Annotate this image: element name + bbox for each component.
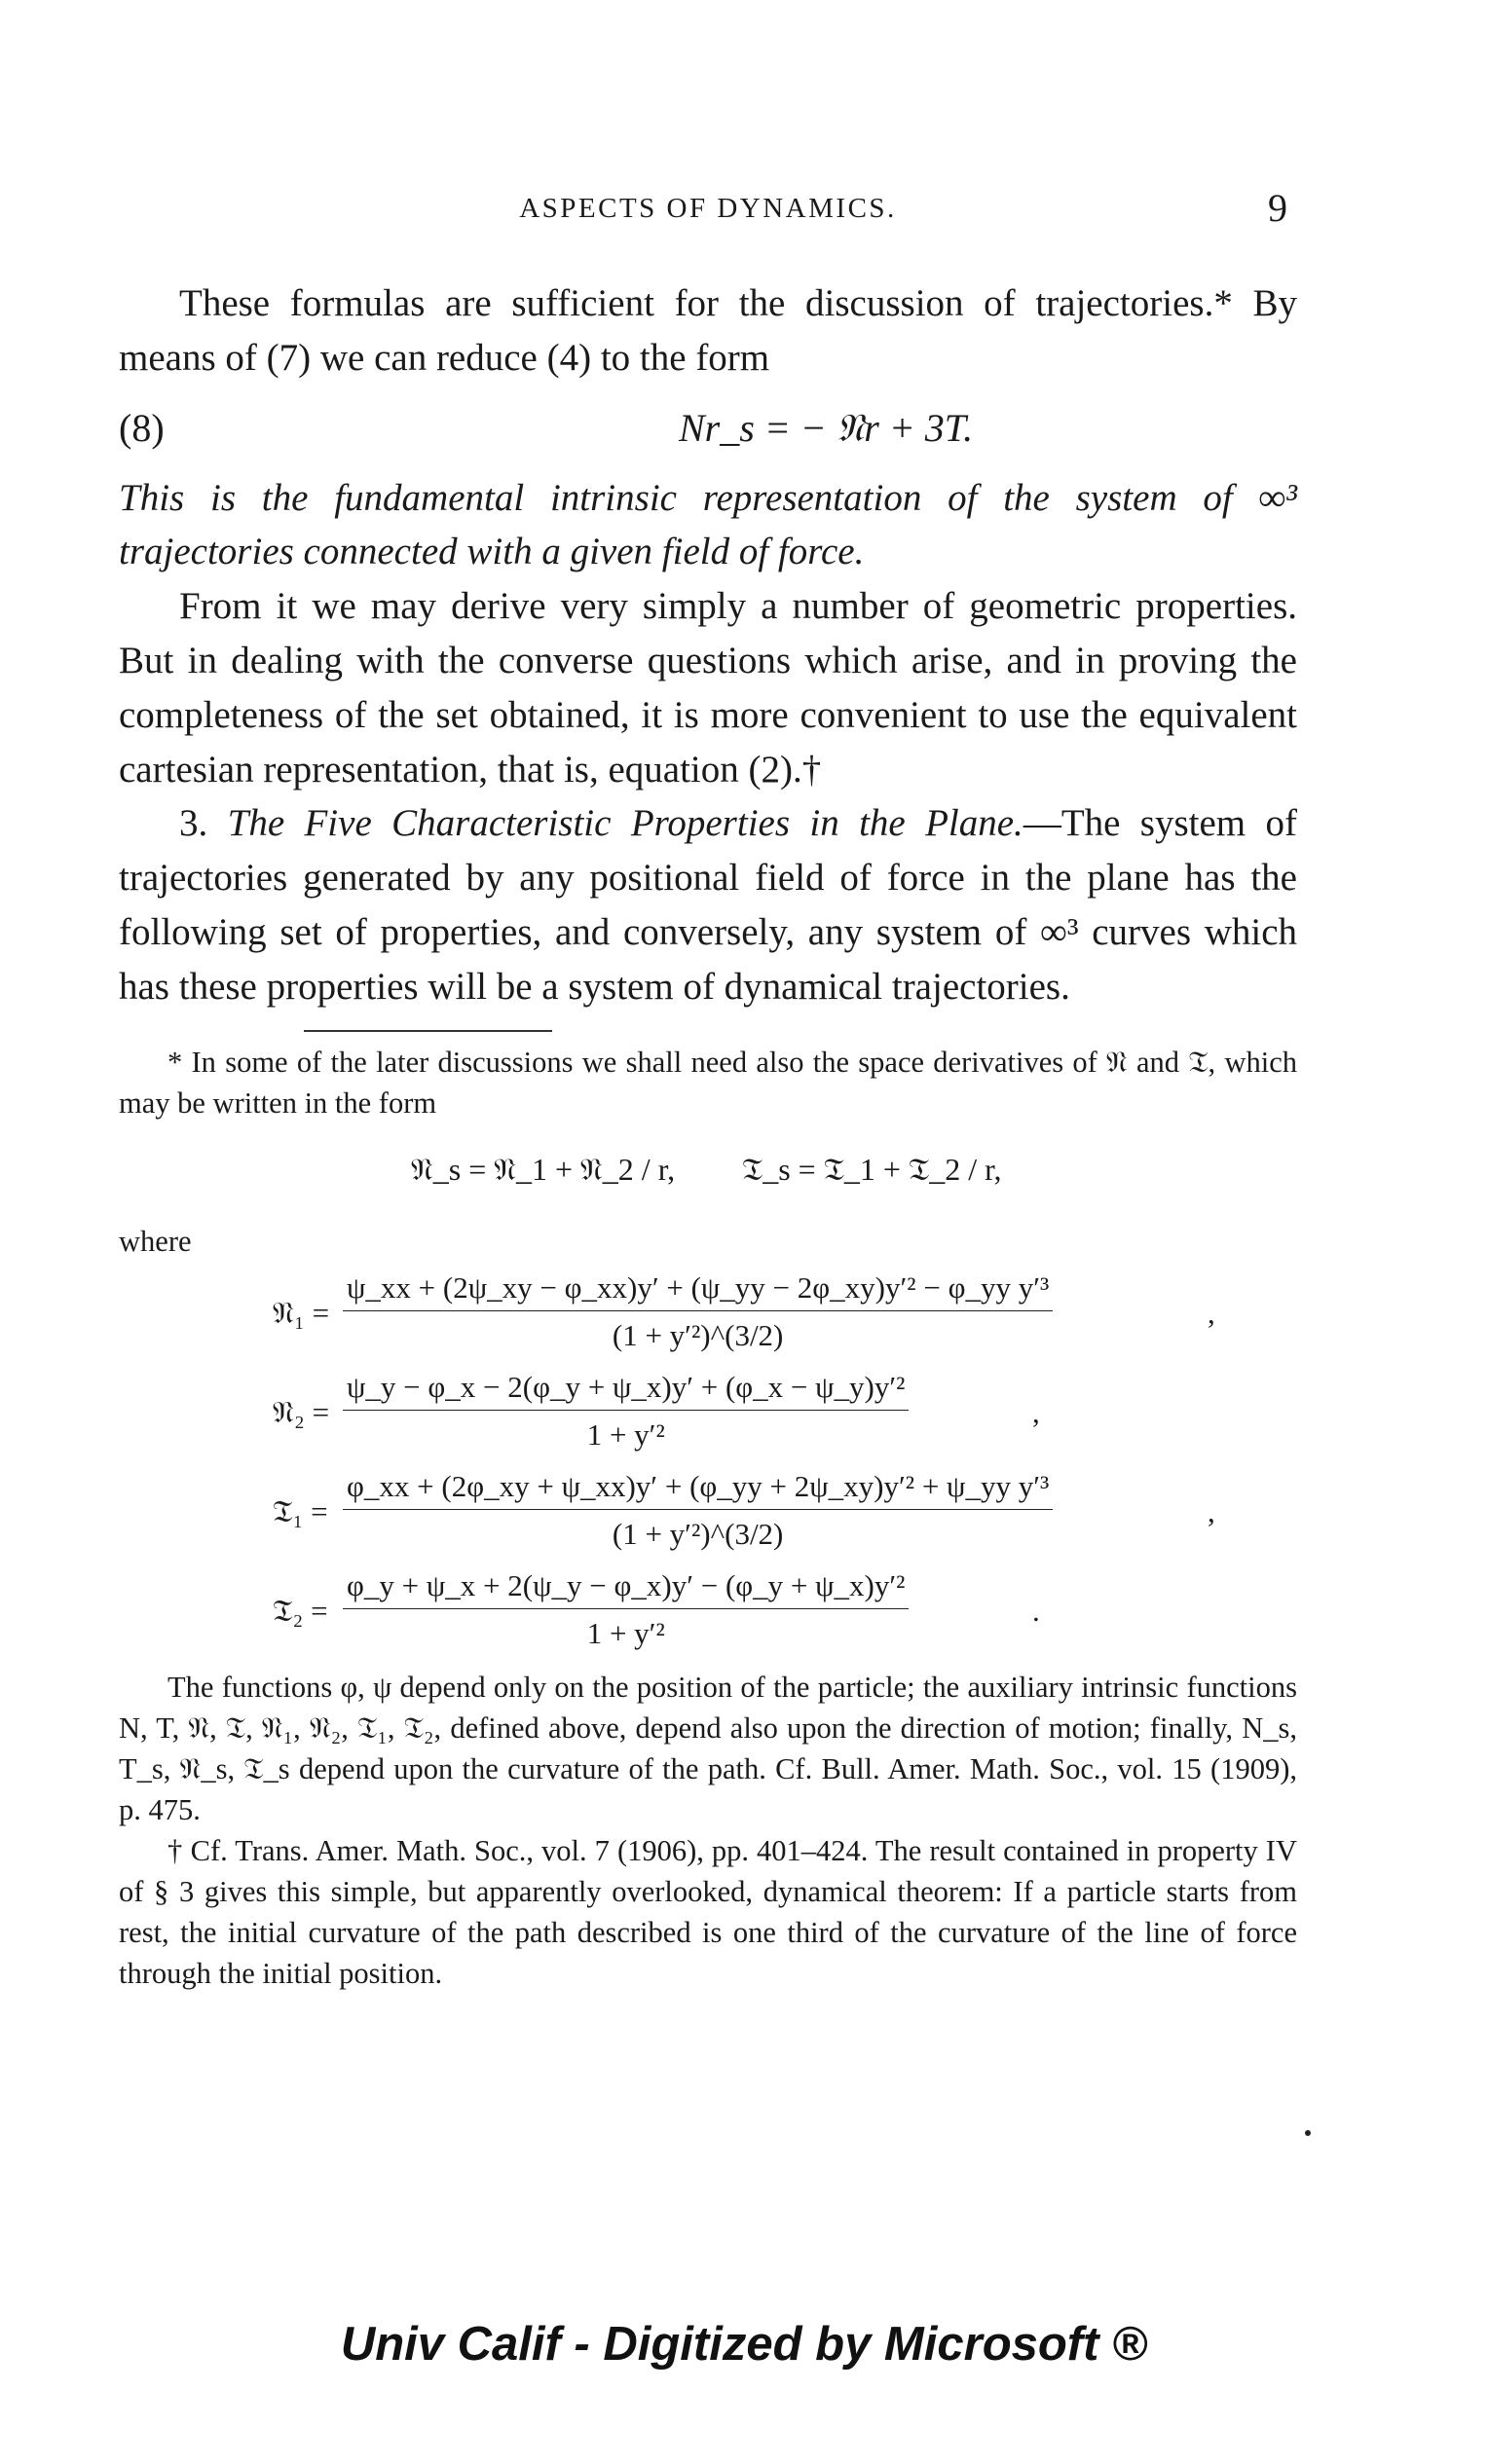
- definition-fraction: [343, 1466, 1053, 1555]
- definition-fraction: [343, 1565, 909, 1654]
- definition-lhs: 𝔑₂ =: [273, 1394, 330, 1429]
- definition-punctuation: ,: [1208, 1493, 1215, 1528]
- definition-punctuation: ,: [1032, 1394, 1040, 1429]
- footnote-1-continuation: The functions φ, ψ depend only on the position of the particle; the auxiliary intrinsic functions N, T, 𝔑, 𝔗, 𝔑₁, 𝔑₂, 𝔗₁, 𝔗₂, defined above, depend also upon the direction of motion; finally, N_s, T_s, 𝔑_s, 𝔗_s depend upon the curvature of the path. Cf. Bull. Amer. Math. Soc., vol. 15 (1909), p. 475.: [119, 1670, 1297, 1826]
- definition-fraction: [343, 1268, 1053, 1356]
- paragraph-2: From it we may derive very simply a number of geometric properties. But in dealing with the converse questions which arise, and in proving the completeness of the set obtained, it is more convenient to use the equivalent cartesian representation, that is, equation (2).†: [119, 585, 1297, 791]
- section-number: 3.: [179, 802, 208, 845]
- fraction-denominator: 1 + y′²: [586, 1615, 665, 1650]
- footnote-rule: [304, 1030, 552, 1032]
- section-3-paragraph: [119, 796, 1297, 1013]
- fraction-numerator: φ_xx + (2φ_xy + ψ_xx)y′ + (φ_yy + 2ψ_xy)y′² + ψ_yy y′³: [343, 1466, 1053, 1510]
- formula-N-s: 𝔑_s = 𝔑_1 + 𝔑_2 / r,: [411, 1151, 676, 1187]
- page-number: 9: [1268, 186, 1287, 230]
- footnote-1-intro: * In some of the later discussions we shall need also the space derivatives of 𝔑 and 𝔗, which may be written in the form: [119, 1045, 1297, 1120]
- fraction-denominator: 1 + y′²: [586, 1416, 665, 1452]
- definition-lhs: 𝔗₂ =: [273, 1593, 328, 1628]
- section-title: The Five Characteristic Properties in the Plane.: [227, 802, 1023, 845]
- equation-8: [119, 395, 1297, 458]
- formula-T-s: 𝔗_s = 𝔗_1 + 𝔗_2 / r,: [742, 1151, 1002, 1187]
- running-head: [119, 185, 1297, 239]
- where-label: where: [119, 1224, 192, 1258]
- definition-fraction: [343, 1367, 909, 1455]
- equation-body: Nr_s = − 𝔑r + 3T.: [679, 405, 974, 450]
- paragraph-1: These formulas are sufficient for the discussion of trajectories.* By means of (7) we can reduce (4) to the form: [119, 282, 1297, 379]
- fraction-numerator: ψ_xx + (2ψ_xy − φ_xx)y′ + (ψ_yy − 2φ_xy)y′² − φ_yy y′³: [343, 1268, 1053, 1311]
- section-3-text: —The system of trajectories generated by any positional field of force in the plane has the following set of properties, and conversely, any system of ∞³ curves which has these properties will be a system of dynamical trajectories.: [119, 802, 1297, 1008]
- definition-punctuation: .: [1032, 1593, 1040, 1628]
- fraction-numerator: ψ_y − φ_x − 2(φ_y + ψ_x)y′ + (φ_x − ψ_y)y′²: [343, 1367, 909, 1411]
- fraction-numerator: φ_y + ψ_x + 2(ψ_y − φ_x)y′ − (φ_y + ψ_x)y′²: [343, 1565, 909, 1609]
- running-title: ASPECTS OF DYNAMICS.: [519, 193, 897, 224]
- body-text: [119, 276, 1297, 1014]
- digitization-watermark: Univ Calif - Digitized by Microsoft ®: [340, 2318, 1148, 2371]
- definition-punctuation: ,: [1208, 1295, 1215, 1330]
- definition-lhs: 𝔗₁ =: [273, 1493, 328, 1528]
- fraction-denominator: (1 + y′²)^(3/2): [612, 1317, 784, 1352]
- theorem-statement: This is the fundamental intrinsic representation of the system of ∞³ trajectories connected with a given field of force.: [119, 476, 1297, 573]
- auxiliary-definitions: [119, 1262, 1297, 1667]
- footnotes: [119, 1042, 1297, 1994]
- book-page: [119, 185, 1297, 1994]
- space-derivative-formulas: [119, 1123, 1297, 1221]
- equation-number: (8): [119, 405, 165, 450]
- scan-speck: [1305, 2130, 1311, 2136]
- footnote-2: † Cf. Trans. Amer. Math. Soc., vol. 7 (1906), pp. 401–424. The result contained in property IV of § 3 gives this simple, but apparently overlooked, dynamical theorem: If a particle starts from rest, the initial curvature of the path described is one third of the curvature of the line of force through the initial position.: [119, 1833, 1297, 1990]
- definition-lhs: 𝔑₁ =: [273, 1295, 330, 1330]
- fraction-denominator: (1 + y′²)^(3/2): [612, 1516, 784, 1551]
